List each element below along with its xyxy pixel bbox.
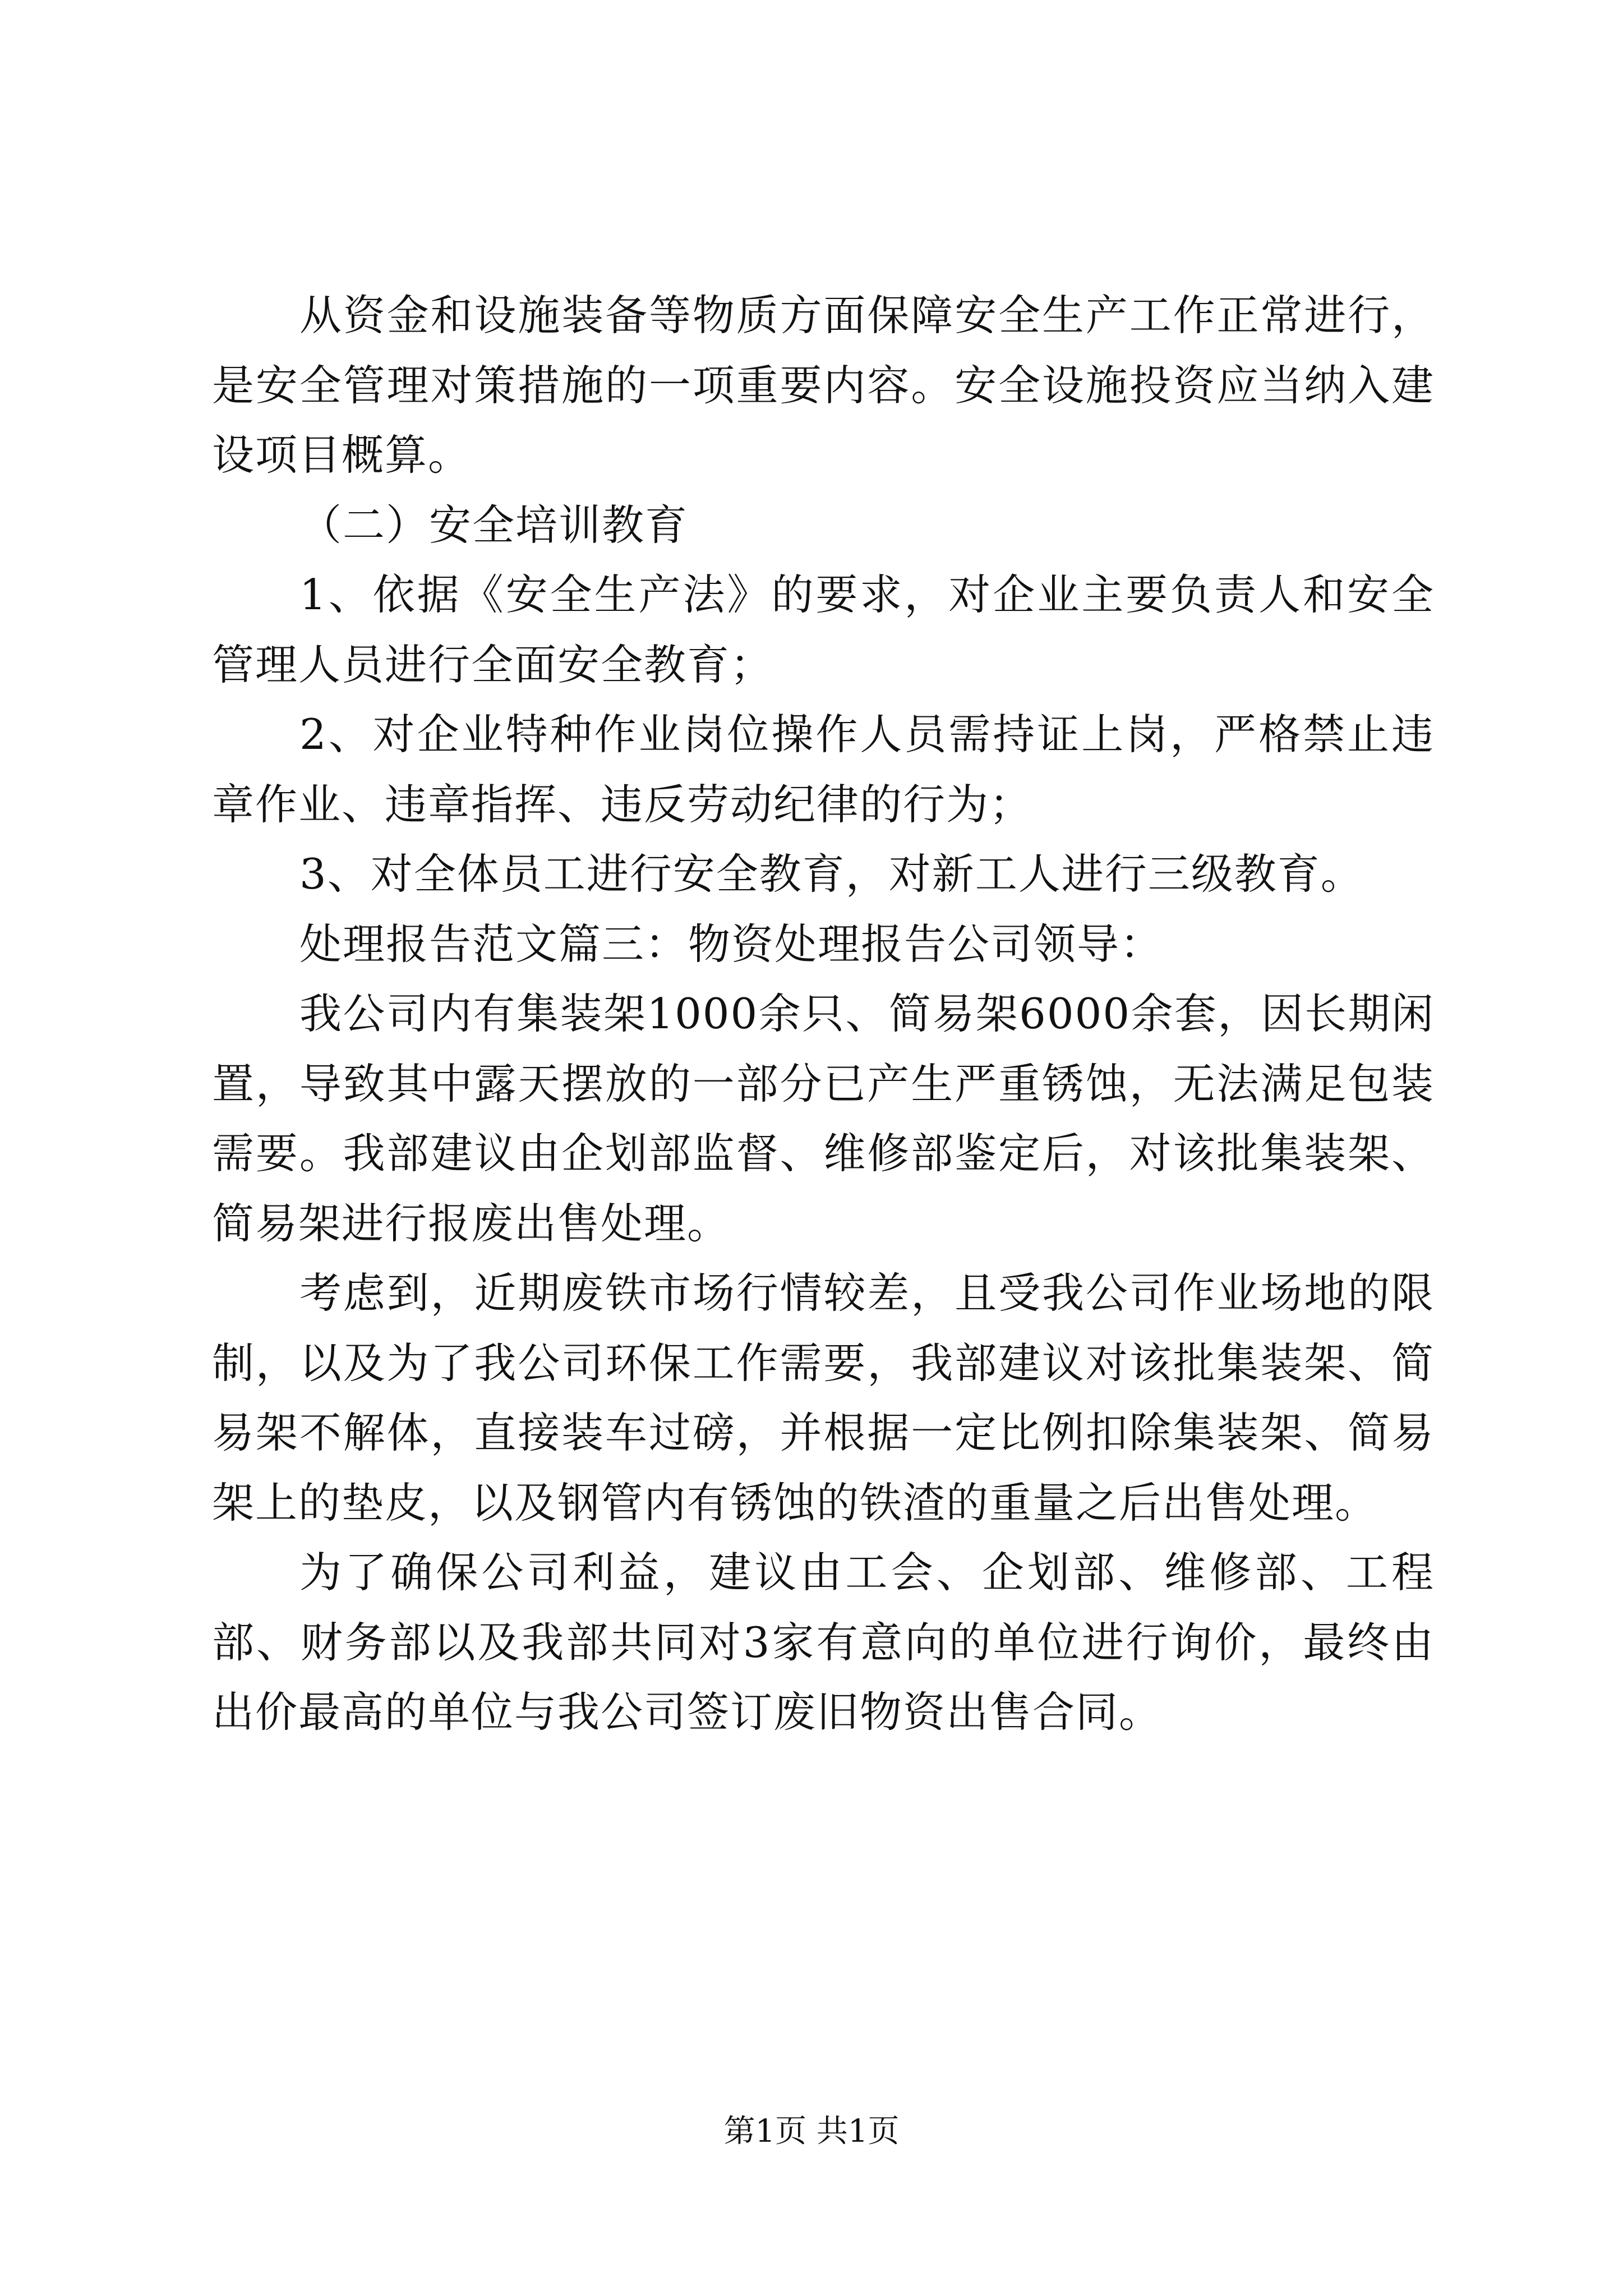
paragraph-considerations: 考虑到，近期废铁市场行情较差，且受我公司作业场地的限制，以及为了我公司环保工作需要，我部建议对该批集装架、简易架不解体，直接装车过磅，并根据一定比例扣除集装架、简易架上的垫皮，以及钢管内有锈蚀的铁渣的重量之后出售处理。 — [212, 1268, 1435, 1527]
page-number-label: 第1页 共1页 — [723, 2113, 900, 2150]
list-item-2: 2、对企业特种作业岗位操作人员需持证上岗，严格禁止违章作业、违章指挥、违反劳动纪律的行为； — [212, 710, 1435, 829]
paragraph-funding: 从资金和设施装备等物质方面保障安全生产工作正常进行，是安全管理对策措施的一项重要内容。安全设施投资应当纳入建设项目概算。 — [212, 291, 1435, 480]
list-item-3: 3、对全体员工进行安全教育，对新工人进行三级教育。 — [299, 849, 1364, 899]
page-footer — [0, 2109, 1623, 2154]
paragraph-recommendation: 为了确保公司利益，建议由工会、企划部、维修部、工程部、财务部以及我部共同对3家有意向的单位进行询价，最终由出价最高的单位与我公司签订废旧物资出售合同。 — [212, 1548, 1435, 1737]
section-heading-training: （二）安全培训教育 — [299, 500, 689, 550]
document-body — [212, 280, 1435, 1747]
list-item-1: 1、依据《安全生产法》的要求，对企业主要负责人和安全管理人员进行全面安全教育； — [212, 570, 1435, 689]
paragraph-inventory: 我公司内有集装架1000余只、简易架6000余套，因长期闲置，导致其中露天摆放的一部分已产生严重锈蚀，无法满足包装需要。我部建议由企划部监督、维修部鉴定后，对该批集装架、简易架进行报废出售处理。 — [212, 989, 1435, 1248]
report-title-line: 处理报告范文篇三：物资处理报告公司领导： — [299, 919, 1164, 969]
